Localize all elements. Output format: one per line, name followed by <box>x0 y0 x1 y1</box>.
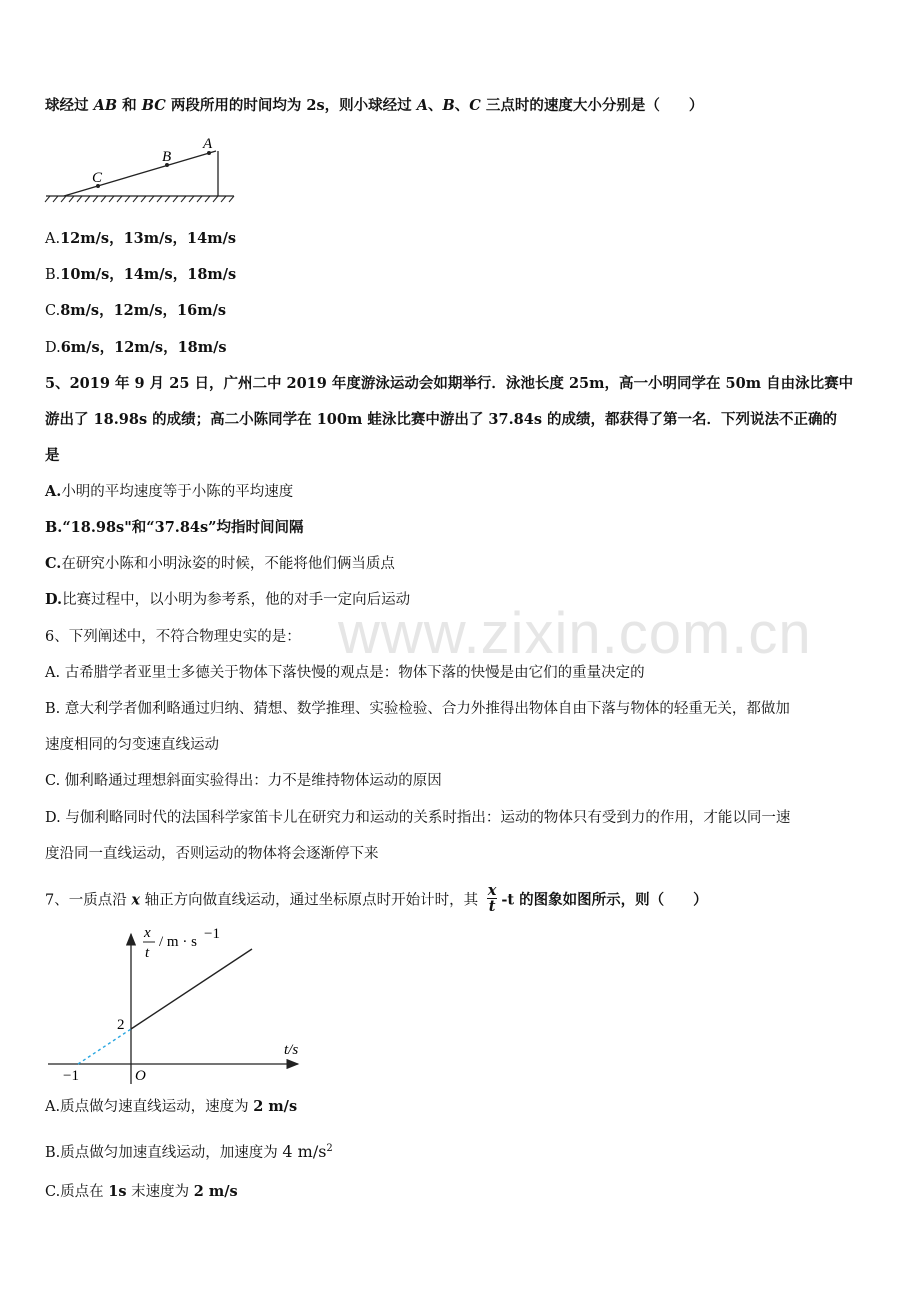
q7-stem: 7、一质点沿 x 轴正方向做直线运动，通过坐标原点时开始计时，其 $\frac{x}{t}$ -t 的图象如图所示，则（ ） <box>45 882 708 915</box>
q6-option-c[interactable]: C. 伽利略通过理想斜面实验得出：力不是维持物体运动的原因 <box>45 773 442 789</box>
label-a: A <box>203 136 213 152</box>
label-b: B <box>162 149 172 165</box>
origin-label: O <box>135 1068 146 1084</box>
x-axis-label: t/s <box>284 1042 299 1058</box>
q7-option-a[interactable]: A.质点做匀速直线运动，速度为 2 m/s <box>45 1098 298 1115</box>
q6-stem: 6、下列阐述中，不符合物理史实的是： <box>45 629 301 645</box>
q4-option-d[interactable]: D.6m/s，12m/s，18m/s <box>45 339 227 356</box>
q4-stem: 球经过 AB 和 BC 两段所用的时间均为 2s，则小球经过 A、B、C 三点时的速度大小分别是（ ） <box>45 97 704 114</box>
x-intercept-label: −1 <box>63 1068 79 1084</box>
y-label-num: x <box>144 925 151 941</box>
q5-option-c[interactable]: C.在研究小陈和小明泳姿的时候，不能将他们俩当质点 <box>45 555 395 572</box>
q7-fraction: $\frac{x}{t}$ <box>487 882 497 915</box>
q5-option-d[interactable]: D.比赛过程中，以小明为参考系，他的对手一定向后运动 <box>45 591 411 608</box>
q6-option-a[interactable]: A. 古希腊学者亚里士多德关于物体下落快慢的观点是：物体下落的快慢是由它们的重量决定的 <box>45 665 645 681</box>
graph-line <box>131 949 252 1029</box>
q6-option-d-line-1[interactable]: D. 与伽利略同时代的法国科学家笛卡儿在研究力和运动的关系时指出：运动的物体只有受到力的作用，才能以同一速 <box>45 810 791 826</box>
label-c: C <box>92 170 103 186</box>
q5-option-a[interactable]: A.小明的平均速度等于小陈的平均速度 <box>45 483 294 500</box>
dashed-extension <box>78 1029 131 1064</box>
incline-figure <box>44 134 239 209</box>
q4-option-b[interactable]: B.10m/s，14m/s，18m/s <box>45 266 237 283</box>
y-label-unit: / m · s <box>159 934 197 950</box>
q6-option-b-line-1[interactable]: B. 意大利学者伽利略通过归纳、猜想、数学推理、实验检验、合力外推得出物体自由下落与物体的轻重无关，都做加 <box>45 701 790 717</box>
q5-stem-line-1: 5、2019 年 9 月 25 日，广州二中 2019 年度游泳运动会如期举行．泳池长度 25m，高一小明同学在 50m 自由泳比赛中 <box>45 375 854 392</box>
q7-option-b[interactable]: B.质点做匀加速直线运动，加速度为 4 $m/s^2$ <box>45 1141 333 1161</box>
q6-option-b-line-2[interactable]: 速度相同的匀变速直线运动 <box>45 737 219 753</box>
q5-stem-line-2: 游出了 18.98s 的成绩；高二小陈同学在 100m 蛙泳比赛中游出了 37.84s 的成绩，都获得了第一名．下列说法不正确的 <box>45 411 838 428</box>
q7-graph <box>40 922 310 1087</box>
incline-slope <box>64 151 216 196</box>
q4-option-a[interactable]: A.12m/s，13m/s，14m/s <box>45 230 237 247</box>
y-label-den: t <box>145 945 150 961</box>
q4-option-c[interactable]: C.8m/s，12m/s，16m/s <box>45 302 227 319</box>
watermark: www.zixin.com.cn <box>338 601 812 666</box>
q5-option-b[interactable]: B.“18.98s"和“37.84s”均指时间间隔 <box>45 519 304 536</box>
q6-option-d-line-2[interactable]: 度沿同一直线运动，否则运动的物体将会逐渐停下来 <box>45 846 379 862</box>
y-label-unit-exp: −1 <box>204 926 220 942</box>
y-intercept-label: 2 <box>117 1017 125 1033</box>
q7-option-c[interactable]: C.质点在 1s 末速度为 2 m/s <box>45 1183 238 1200</box>
q5-stem-line-3: 是 <box>45 447 60 464</box>
